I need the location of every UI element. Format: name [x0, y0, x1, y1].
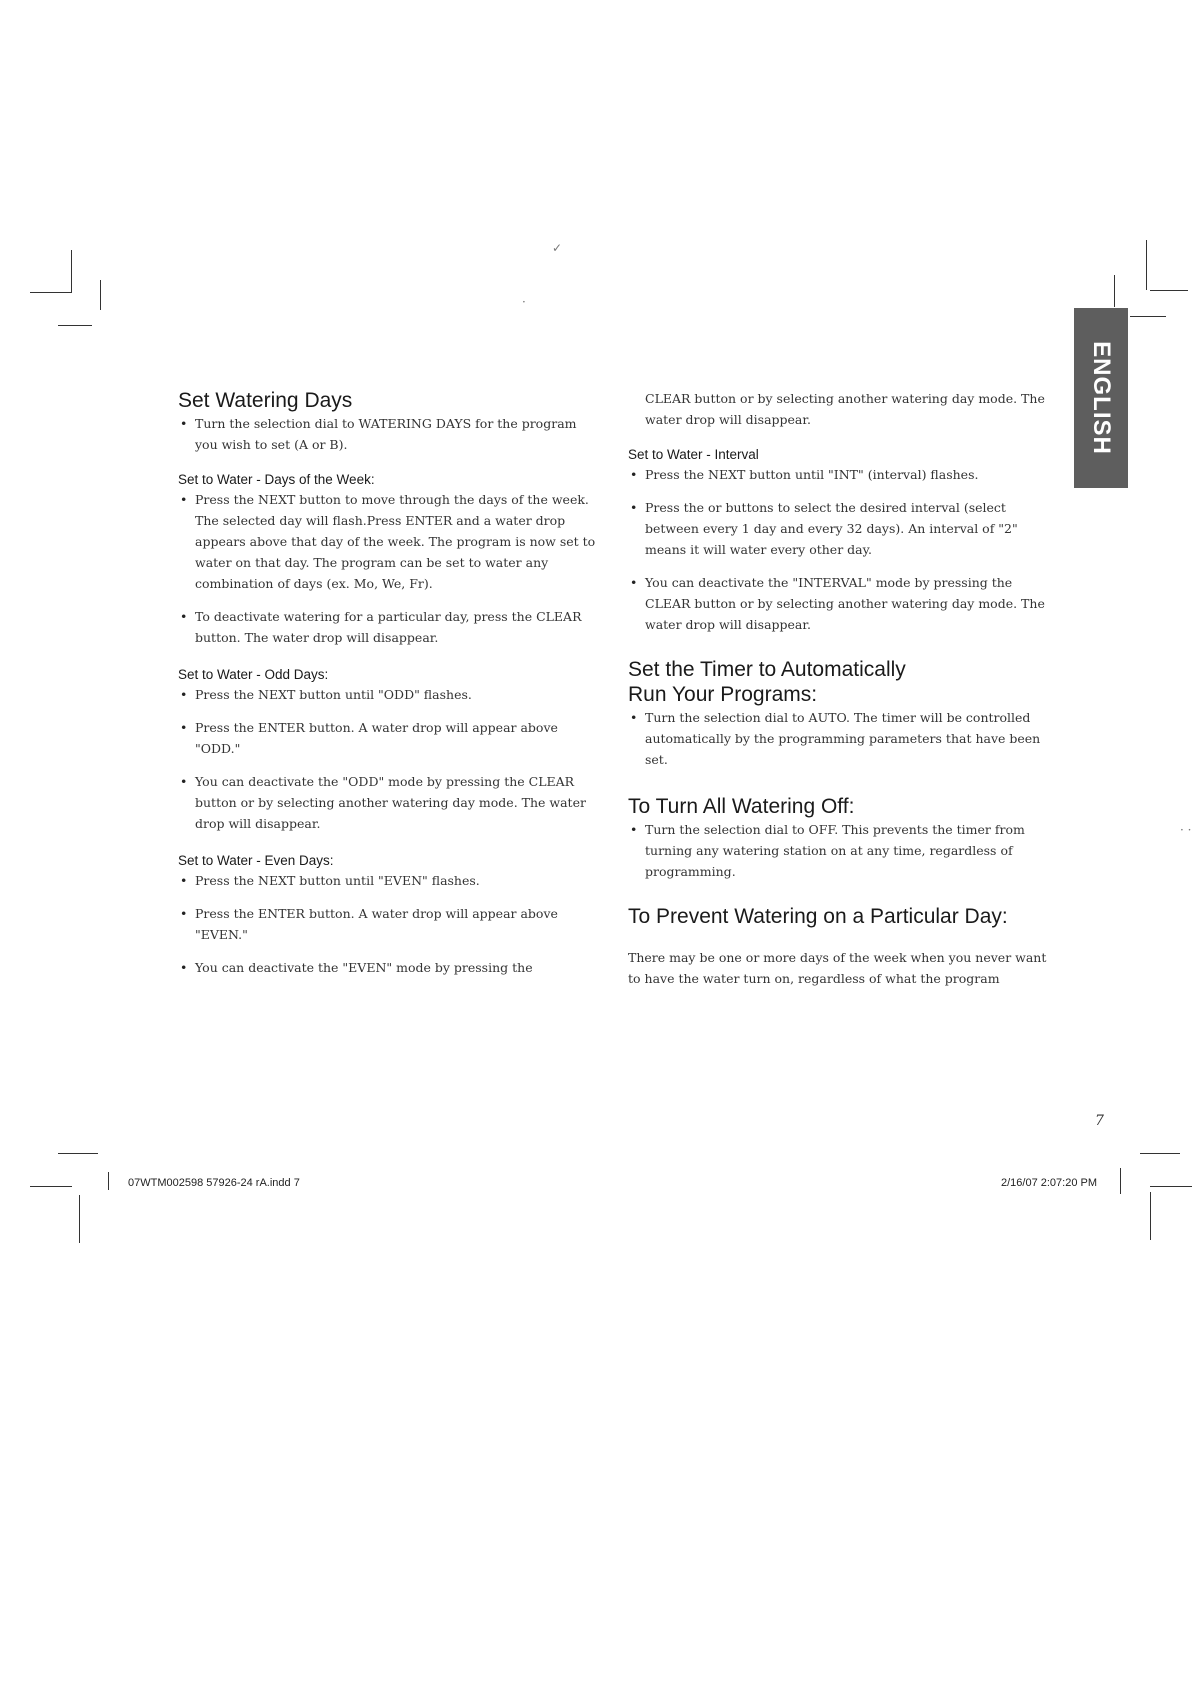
list-item: • You can deactivate the "INTERVAL" mode by pressing the CLEAR button or by selecting another watering day mode. The water drop will disappear.: [628, 572, 1048, 635]
crop-mark: [1130, 316, 1166, 317]
watering-off-title: To Turn All Watering Off:: [628, 795, 855, 818]
prevent-watering-title: To Prevent Watering on a Particular Day:: [628, 905, 1008, 928]
list-item: • Turn the selection dial to OFF. This prevents the timer from turning any watering station on at any time, regardless of programming.: [628, 819, 1048, 882]
crop-mark: [71, 250, 72, 293]
list-item: • Press the ENTER button. A water drop will appear above "ODD.": [178, 717, 598, 759]
list-item: • Press the or buttons to select the desired interval (select between every 1 day and every 32 days). An interval of "2" means it will water every other day.: [628, 497, 1048, 560]
crop-mark: [1114, 275, 1115, 307]
crop-mark: [58, 1153, 98, 1154]
crop-mark: [30, 1186, 72, 1187]
crop-mark: [1146, 240, 1147, 290]
scan-speck: ✓: [552, 241, 563, 255]
list-item: • Turn the selection dial to WATERING DAYS for the program you wish to set (A or B).: [178, 413, 598, 455]
list-item: • Press the NEXT button until "INT" (interval) flashes.: [628, 464, 1048, 485]
watering-off-list: [628, 819, 1048, 882]
auto-section: [628, 657, 1048, 707]
days-of-week-list: [178, 489, 598, 648]
crop-mark: [1120, 1168, 1121, 1194]
set-watering-days-title: Set Watering Days: [178, 389, 353, 412]
crop-mark: [79, 1195, 80, 1243]
list-item: • Press the NEXT button until "ODD" flashes.: [178, 684, 598, 705]
scan-speck: · ·: [1180, 823, 1192, 837]
list-item: • You can deactivate the "EVEN" mode by pressing the: [178, 957, 598, 978]
even-days-heading: Set to Water - Even Days:: [178, 853, 334, 868]
intro-list: [178, 413, 598, 455]
crop-mark: [1150, 1186, 1192, 1187]
list-item: • Turn the selection dial to AUTO. The timer will be controlled automatically by the programming parameters that have been set.: [628, 707, 1048, 770]
left-column: [178, 388, 598, 978]
language-tab-label: ENGLISH: [1088, 341, 1115, 455]
right-column: [628, 388, 1048, 989]
continued-text: CLEAR button or by selecting another watering day mode. The water drop will disappear.: [645, 391, 1045, 427]
crop-mark: [1150, 290, 1188, 291]
auto-title-line1: Set the Timer to Automatically: [628, 658, 906, 681]
list-item: • You can deactivate the "ODD" mode by pressing the CLEAR button or by selecting another watering day mode. The water drop will disappear.: [178, 771, 598, 834]
list-item: • Press the NEXT button until "EVEN" flashes.: [178, 870, 598, 891]
auto-list: [628, 707, 1048, 770]
crop-mark: [1150, 1192, 1151, 1240]
days-of-week-heading: Set to Water - Days of the Week:: [178, 472, 375, 487]
page-number: 7: [1095, 1113, 1104, 1129]
list-item: • To deactivate watering for a particular day, press the CLEAR button. The water drop will disappear.: [178, 606, 598, 648]
auto-title-line2: Run Your Programs:: [628, 683, 818, 706]
crop-mark: [1140, 1153, 1180, 1154]
list-item: • Press the NEXT button to move through the days of the week. The selected day will flash.Press ENTER and a water drop appears above that day of the week. The program is now set to water on that day. The program can be set to water any combination of days (ex. Mo, We, Fr).: [178, 489, 598, 594]
footer-filename: 07WTM002598 57926-24 rA.indd 7: [128, 1177, 300, 1189]
prevent-watering-text: There may be one or more days of the week when you never want to have the water turn on, regardless of what the program: [628, 950, 1047, 986]
interval-heading: Set to Water - Interval: [628, 447, 759, 462]
odd-days-list: [178, 684, 598, 834]
footer-timestamp: 2/16/07 2:07:20 PM: [1001, 1177, 1098, 1189]
crop-mark: [58, 325, 92, 326]
scan-speck: ·: [522, 295, 526, 309]
language-tab: [1074, 308, 1128, 488]
interval-list: [628, 464, 1048, 635]
crop-mark: [30, 292, 72, 293]
crop-mark: [108, 1172, 109, 1190]
list-item: • Press the ENTER button. A water drop will appear above "EVEN.": [178, 903, 598, 945]
even-days-list: [178, 870, 598, 978]
odd-days-heading: Set to Water - Odd Days:: [178, 667, 329, 682]
crop-mark: [100, 280, 101, 310]
